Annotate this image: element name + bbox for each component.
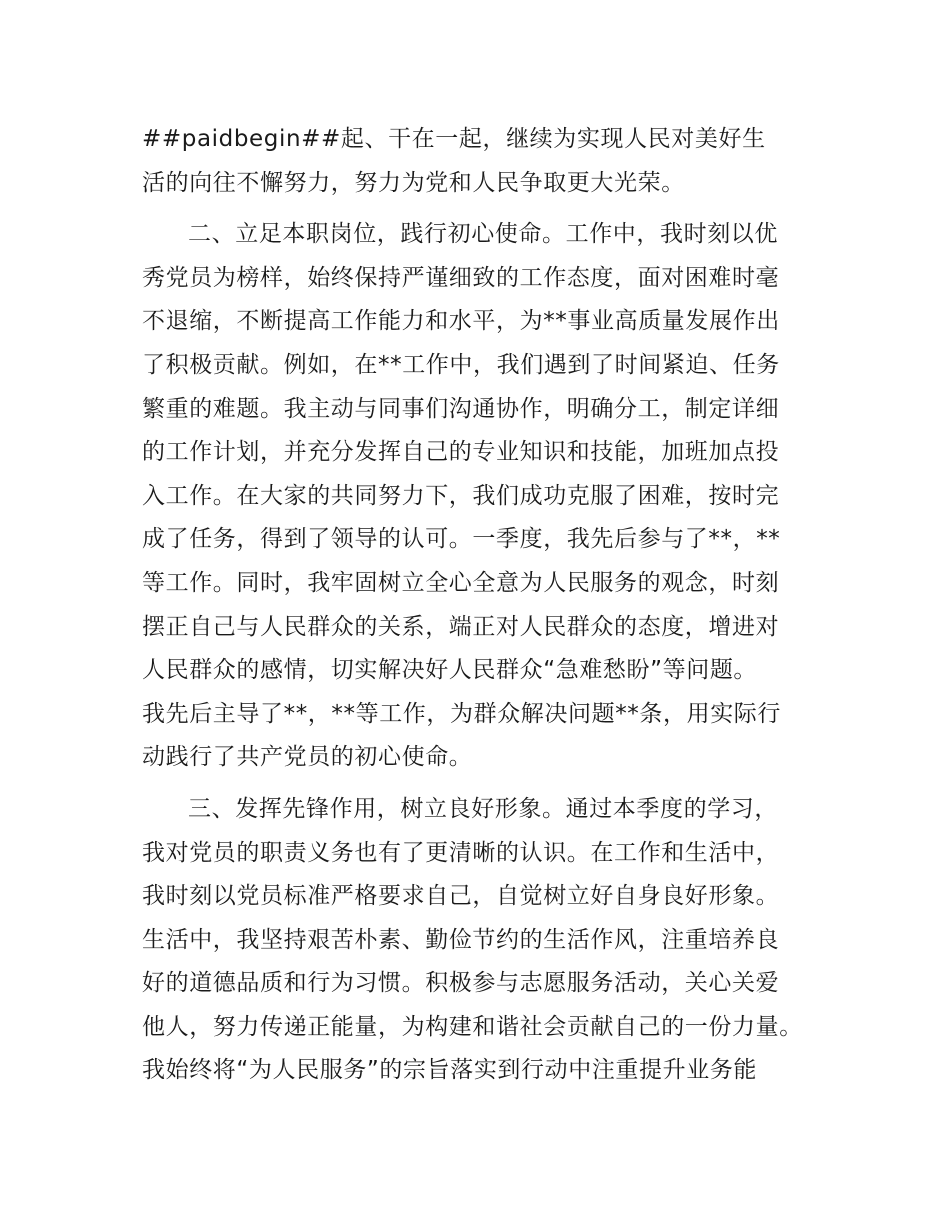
text-line: 我对党员的职责义务也有了更清晰的认识。在工作和生活中， <box>142 839 780 866</box>
paragraph-1 <box>142 118 830 205</box>
text-line: 我始终将“为人民服务”的宗旨落实到行动中注重提升业务能 <box>142 1057 758 1084</box>
paragraph-gap <box>142 205 830 213</box>
text-line: 他人，努力传递正能量，为构建和谐社会贡献自己的一份力量。 <box>142 1013 803 1040</box>
text-line: 二、立足本职岗位，践行初心使命。工作中，我时刻以优 <box>188 221 778 248</box>
text-line: 秀党员为榜样，始终保持严谨细致的工作态度，面对困难时毫 <box>142 264 780 291</box>
text-line: 成了任务，得到了领导的认可。一季度，我先后参与了**，** <box>142 526 781 553</box>
paragraph-3 <box>142 788 830 1093</box>
text-line: 不退缩，不断提高工作能力和水平，为**事业高质量发展作出 <box>142 308 780 335</box>
text-line: 繁重的难题。我主动与同事们沟通协作，明确分工，制定详细 <box>142 395 780 422</box>
text-line: 入工作。在大家的共同努力下，我们成功克服了困难，按时完 <box>142 482 780 509</box>
text-line: 等工作。同时，我牢固树立全心全意为人民服务的观念，时刻 <box>142 569 780 596</box>
text-line: 的工作计划，并充分发挥自己的专业知识和技能，加班加点投 <box>142 439 780 466</box>
text-line: 我时刻以党员标准严格要求自己，自觉树立好自身良好形象。 <box>142 883 780 910</box>
text-line: 生活中，我坚持艰苦朴素、勤俭节约的生活作风，注重培养良 <box>142 926 780 953</box>
text-line: ##paidbegin##起、干在一起，继续为实现人民对美好生 <box>142 126 766 152</box>
document-body <box>142 118 830 1093</box>
text-line: 好的道德品质和行为习惯。积极参与志愿服务活动，关心关爱 <box>142 970 780 997</box>
text-line: 动践行了共产党员的初心使命。 <box>142 744 473 771</box>
text-line: 了积极贡献。例如，在**工作中，我们遇到了时间紧迫、任务 <box>142 351 780 378</box>
text-line: 我先后主导了**，**等工作，为群众解决问题**条，用实际行 <box>142 700 781 727</box>
text-line: 人民群众的感情，切实解决好人民群众“急难愁盼”等问题。 <box>142 657 758 684</box>
text-line: 活的向往不懈努力，努力为党和人民争取更大光荣。 <box>142 169 685 196</box>
text-line: 三、发挥先锋作用，树立良好形象。通过本季度的学习， <box>188 795 778 822</box>
text-line: 摆正自己与人民群众的关系，端正对人民群众的态度，增进对 <box>142 613 780 640</box>
paragraph-2 <box>142 213 830 780</box>
paragraph-gap <box>142 780 830 788</box>
